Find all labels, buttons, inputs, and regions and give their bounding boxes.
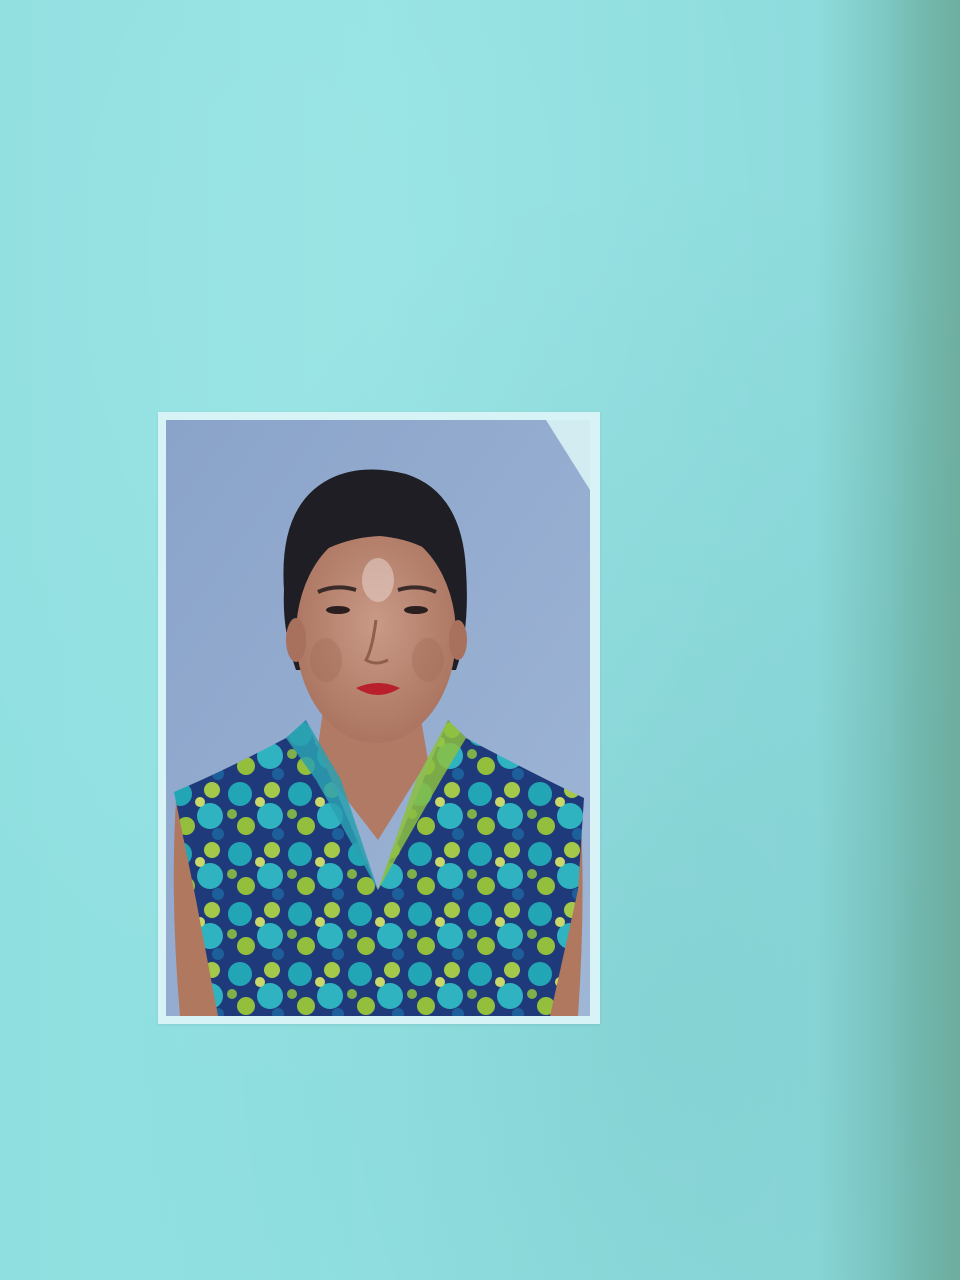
right-cheek: [412, 638, 444, 682]
left-ear: [286, 618, 306, 662]
left-cheek: [310, 638, 342, 682]
wall-edge-shadow: [890, 0, 960, 1280]
portrait-photo: [166, 420, 590, 1016]
portrait-illustration: [166, 420, 590, 1016]
right-eye: [404, 606, 428, 614]
right-ear: [449, 620, 467, 660]
left-eye: [326, 606, 350, 614]
forehead-highlight: [362, 558, 394, 602]
